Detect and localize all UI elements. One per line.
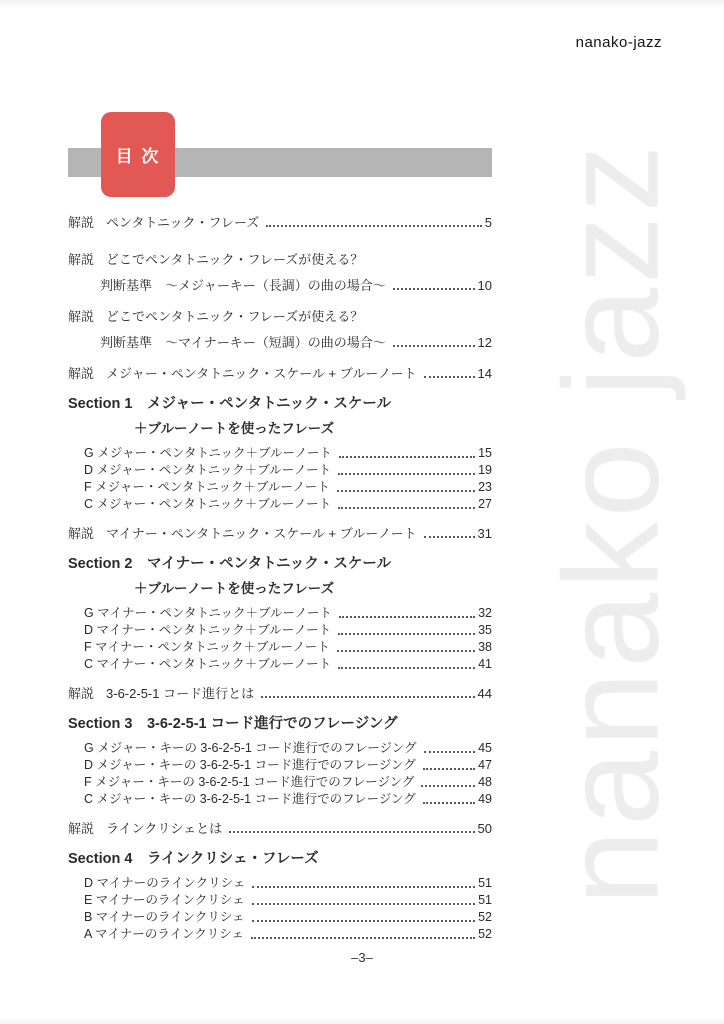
toc-item <box>68 479 492 496</box>
toc-entry-kaisetsu <box>68 525 492 542</box>
item-page: 15 <box>478 446 492 460</box>
toc-item <box>68 639 492 656</box>
item-page: 41 <box>478 657 492 671</box>
dot-leader <box>423 768 475 770</box>
toc-row <box>68 308 492 325</box>
entry-page: 14 <box>477 366 492 381</box>
item-title: F メジャー・キーの 3-6-2-5-1 コード進行でのフレージング <box>84 775 415 789</box>
kaisetsu-prefix: 解説 <box>68 366 95 381</box>
dot-leader <box>393 288 475 290</box>
entry-title: どこでペンタトニック・フレーズが使える？ <box>106 252 364 267</box>
entry-subline: 判断基準 ～マイナーキー（短調）の曲の場合～ <box>100 335 386 350</box>
kaisetsu-prefix: 解説 <box>68 526 95 541</box>
dot-leader <box>251 937 475 939</box>
item-title: A マイナーのラインクリシェ <box>84 927 244 941</box>
entry-page: 12 <box>477 335 492 350</box>
toc-row <box>68 251 492 268</box>
dot-leader <box>261 696 474 698</box>
kaisetsu-prefix: 解説 <box>68 686 95 701</box>
toc-row <box>68 277 492 294</box>
dot-leader <box>338 473 475 475</box>
dot-leader <box>339 456 475 458</box>
dot-leader <box>424 536 475 538</box>
toc-section <box>68 394 492 513</box>
dot-leader <box>337 650 475 652</box>
toc-item <box>68 740 492 757</box>
item-title: G メジャー・ペンタトニック＋ブルーノート <box>84 446 332 460</box>
entry-page: 31 <box>477 526 492 541</box>
toc-row <box>68 525 492 542</box>
toc-entry-kaisetsu <box>68 308 492 351</box>
entry-page: 5 <box>484 215 492 230</box>
toc-section <box>68 714 492 808</box>
toc-row <box>68 365 492 382</box>
toc-entry-kaisetsu <box>68 820 492 837</box>
section-title: Section 1 メジャー・ペンタトニック・スケール <box>68 396 392 412</box>
item-title: D マイナー・ペンタトニック＋ブルーノート <box>84 623 332 637</box>
dot-leader <box>424 376 475 378</box>
toc-item <box>68 656 492 673</box>
dot-leader <box>424 751 476 753</box>
entry-page: 10 <box>477 278 492 293</box>
item-page: 27 <box>478 497 492 511</box>
item-page: 23 <box>478 480 492 494</box>
toc-item <box>68 462 492 479</box>
kaisetsu-prefix: 解説 <box>68 252 95 267</box>
entry-title: ラインクリシェとは <box>106 821 223 836</box>
dot-leader <box>229 831 474 833</box>
dot-leader <box>252 903 475 905</box>
item-page: 52 <box>478 927 492 941</box>
item-title: D メジャー・ペンタトニック＋ブルーノート <box>84 463 332 477</box>
watermark-text: nanako jazz <box>535 140 687 906</box>
toc-list <box>68 214 492 955</box>
item-page: 45 <box>478 741 492 755</box>
entry-page: 50 <box>477 821 492 836</box>
toc-entry-kaisetsu <box>68 251 492 294</box>
toc-item <box>68 791 492 808</box>
toc-badge-label: 目 次 <box>115 147 161 166</box>
item-page: 19 <box>478 463 492 477</box>
item-page: 49 <box>478 792 492 806</box>
item-title: D メジャー・キーの 3-6-2-5-1 コード進行でのフレージング <box>84 758 416 772</box>
toc-item <box>68 892 492 909</box>
section-title: Section 4 ラインクリシェ・フレーズ <box>68 851 319 867</box>
toc-item <box>68 605 492 622</box>
dot-leader <box>252 886 475 888</box>
toc-entry-kaisetsu <box>68 365 492 382</box>
section-subtitle: ＋ブルーノートを使ったフレーズ <box>134 421 335 436</box>
dot-leader <box>393 345 475 347</box>
item-title: C メジャー・ペンタトニック＋ブルーノート <box>84 497 332 511</box>
item-page: 51 <box>478 893 492 907</box>
entry-title: どこでペンタトニック・フレーズが使える？ <box>106 309 364 324</box>
entry-page: 44 <box>477 686 492 701</box>
entry-title: メジャー・ペンタトニック・スケール + ブルーノート <box>106 366 417 381</box>
kaisetsu-prefix: 解説 <box>68 821 95 836</box>
item-title: C メジャー・キーの 3-6-2-5-1 コード進行でのフレージング <box>84 792 416 806</box>
toc-row <box>68 685 492 702</box>
kaisetsu-prefix: 解説 <box>68 309 95 324</box>
dot-leader <box>421 785 475 787</box>
section-subtitle: ＋ブルーノートを使ったフレーズ <box>134 581 335 596</box>
page-number: –3– <box>351 950 373 965</box>
item-page: 32 <box>478 606 492 620</box>
toc-row <box>68 334 492 351</box>
entry-subline: 判断基準 ～メジャーキー（長調）の曲の場合～ <box>100 278 386 293</box>
item-title: G マイナー・ペンタトニック＋ブルーノート <box>84 606 332 620</box>
toc-item <box>68 496 492 513</box>
entry-title: 3-6-2-5-1 コード進行とは <box>106 686 255 701</box>
item-page: 35 <box>478 623 492 637</box>
item-page: 52 <box>478 910 492 924</box>
toc-section <box>68 554 492 673</box>
entry-title: マイナー・ペンタトニック・スケール + ブルーノート <box>106 526 417 541</box>
item-title: G メジャー・キーの 3-6-2-5-1 コード進行でのフレージング <box>84 741 417 755</box>
brand-text: nanako-jazz <box>575 34 662 51</box>
toc-section <box>68 849 492 943</box>
toc-badge <box>101 112 175 197</box>
toc-entry-kaisetsu <box>68 685 492 702</box>
item-title: D マイナーのラインクリシェ <box>84 876 246 890</box>
item-title: E マイナーのラインクリシェ <box>84 893 245 907</box>
toc-item <box>68 909 492 926</box>
dot-leader <box>339 616 475 618</box>
dot-leader <box>266 225 481 227</box>
dot-leader <box>252 920 475 922</box>
item-page: 48 <box>478 775 492 789</box>
item-page: 38 <box>478 640 492 654</box>
item-title: F マイナー・ペンタトニック＋ブルーノート <box>84 640 330 654</box>
page-top-shadow <box>0 0 724 7</box>
toc-item <box>68 875 492 892</box>
entry-title: ペンタトニック・フレーズ <box>106 215 260 230</box>
item-title: B マイナーのラインクリシェ <box>84 910 245 924</box>
toc-item <box>68 757 492 774</box>
dot-leader <box>338 633 475 635</box>
dot-leader <box>338 507 475 509</box>
toc-entry-kaisetsu <box>68 214 492 231</box>
item-page: 51 <box>478 876 492 890</box>
dot-leader <box>423 802 475 804</box>
item-title: C マイナー・ペンタトニック＋ブルーノート <box>84 657 332 671</box>
title-band <box>68 148 492 177</box>
dot-leader <box>338 667 475 669</box>
toc-item <box>68 622 492 639</box>
page-bottom-shadow <box>0 1018 724 1024</box>
toc-item <box>68 774 492 791</box>
toc-item <box>68 445 492 462</box>
toc-row <box>68 214 492 231</box>
section-title: Section 3 3-6-2-5-1 コード進行でのフレージング <box>68 716 398 732</box>
item-title: F メジャー・ペンタトニック＋ブルーノート <box>84 480 330 494</box>
toc-row <box>68 820 492 837</box>
toc-item <box>68 926 492 943</box>
dot-leader <box>337 490 475 492</box>
item-page: 47 <box>478 758 492 772</box>
kaisetsu-prefix: 解説 <box>68 215 95 230</box>
section-title: Section 2 マイナー・ペンタトニック・スケール <box>68 556 392 572</box>
